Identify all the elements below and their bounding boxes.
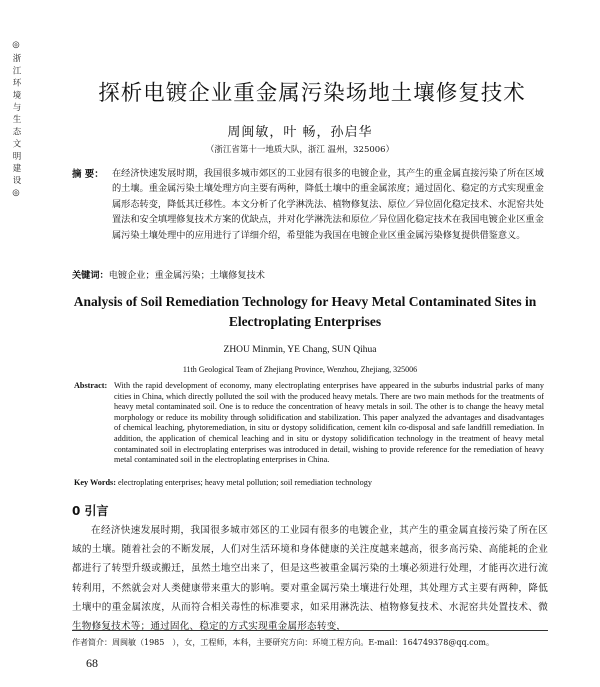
abstract-en bbox=[74, 381, 544, 466]
author-footnote: 作者简介：周闽敏（1985 ），女，工程师，本科，主要研究方向：环境工程方向。E-mail：164749378@qq.com。 bbox=[72, 638, 494, 647]
keywords-en-text: electroplating enterprises; heavy metal pollution; soil remediation technology bbox=[117, 478, 372, 487]
footnote-divider bbox=[72, 630, 548, 631]
paper-title-en: Analysis of Soil Remediation Technology for Heavy Metal Contaminated Sites in Electroplating Enterprises bbox=[73, 294, 537, 329]
abstract-en-text: With the rapid development of economy, many electroplating enterprises have appeared in the suburbs industrial parks of many cities in China, which directly polluted the soil with the produced heavy metals. There are two main methods for the treatments of heavy metal contaminated soil. One is to reduce the concentration of heavy metals in soil. The other is to change the heavy metal morphology or reduce its mobility through solidification and stabilization. This paper analyzed the advantages and disadvantages of chemical leaching, phytoremediation, in situ or dystopy solidification, cement kiln co-disposal and safe landfill remediation. In addition, the application of chemical leaching and in situ or dystopy solidification technology in the treatment of heavy metal contaminated soil in electroplating enterprises was introduced in detail, wishing to provide reference for the remediation of heavy metal contaminated soil in the electroplating enterprises in China. bbox=[114, 381, 544, 465]
keywords-cn-text: 电镀企业；重金属污染；土壤修复技术 bbox=[108, 270, 265, 281]
keywords-en bbox=[74, 478, 372, 487]
paper-title-cn: 探析电镀企业重金属污染场地土壤修复技术 bbox=[98, 81, 526, 106]
page-number: 68 bbox=[86, 656, 98, 670]
journal-side-label: ◎ 浙 江 环 境 与 生 态 文 明 建 设 ◎ bbox=[11, 40, 21, 199]
authors-en: ZHOU Minmin, YE Chang, SUN Qihua bbox=[223, 345, 377, 355]
keywords-en-label: Key Words: bbox=[74, 478, 116, 487]
abstract-cn-label: 摘 要： bbox=[72, 169, 104, 180]
keywords-cn bbox=[72, 267, 265, 281]
abstract-en-label: Abstract: bbox=[74, 381, 108, 390]
abstract-cn-text: 在经济快速发展时期，我国很多城市郊区的工业园有很多的电镀企业，其产生的重金属直接污染了所在区域的土壤。重金属污染土壤处理方向主要有两种，降低土壤中的重金属浓度；通过固化、稳定的方式实现重金属形态转变，降低其迁移性。本文分析了化学淋洗法、植物修复法、原位／异位固化稳定技术、水泥窑共处置法和安全填埋修复技术方案的优缺点，并对化学淋洗法和原位／异位固化稳定技术在我国电镀企业区重金属污染土壤处理中的应用进行了详细介绍，希望能为我国在电镀企业区重金属污染修复提供借鉴意义。 bbox=[112, 168, 544, 241]
keywords-cn-label: 关键词： bbox=[72, 270, 109, 281]
abstract-cn bbox=[112, 166, 550, 243]
authors-cn: 周闽敏，叶 畅，孙启华 bbox=[227, 125, 373, 140]
intro-paragraph: 在经济快速发展时期，我国很多城市郊区的工业园有很多的电镀企业，其产生的重金属直接污染了所在区域的土壤。随着社会的不断发展，人们对生活环境和身体健康的关注度越来越高，很多高污染、高能耗的企业都进行了转型升级或搬迁，虽然土地空出来了，但是这些被重金属污染的土壤必须进行处理，才能再次进行流转利用，不然就会对人类健康带来重大的影响。要对重金属污染土壤进行处理，其处理方式主要有两种，降低土壤中的重金属浓度，从而符合相关毒性的标准要求，如采用淋洗法、植物修复技术、水泥窑共处置技术、微生物修复技术等；通过固化、稳定的方式实现重金属形态转变， bbox=[72, 525, 548, 633]
affiliation-cn: （浙江省第十一地质大队，浙江 温州，325006） bbox=[205, 145, 395, 155]
section-heading: 0 引言 bbox=[72, 504, 109, 518]
affiliation-en: 11th Geological Team of Zhejiang Province, Wenzhou, Zhejiang, 325006 bbox=[182, 365, 418, 374]
